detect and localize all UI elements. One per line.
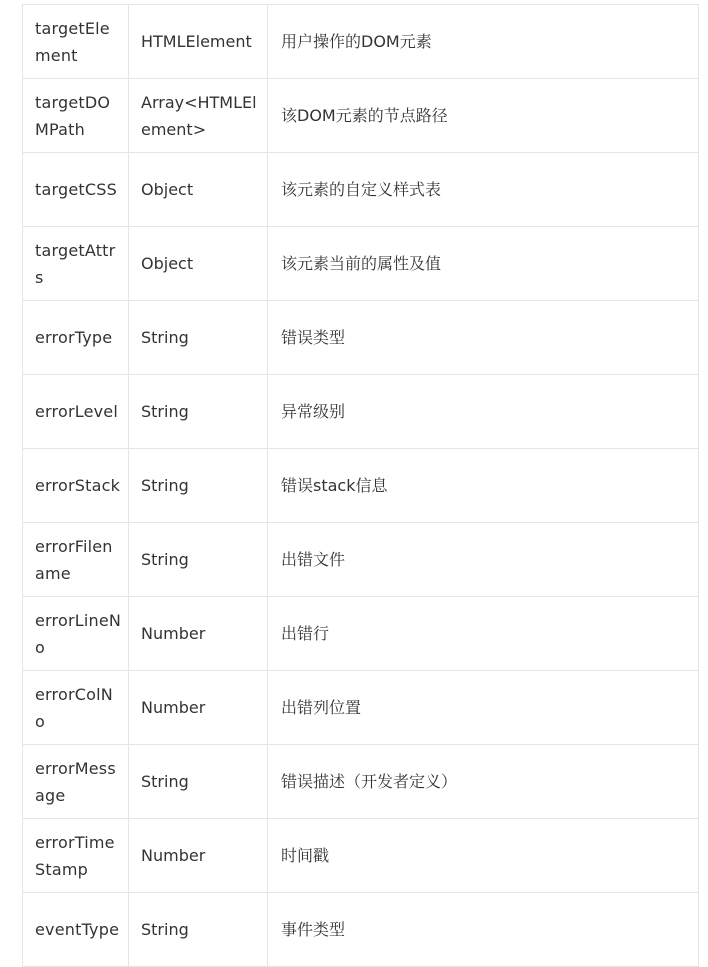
field-type-cell: Object: [129, 227, 268, 301]
field-name-cell: targetCSS: [23, 153, 129, 227]
field-desc-cell: 用户操作的DOM元素: [268, 5, 699, 79]
table-row: [23, 449, 699, 523]
field-name-cell: errorTimeStamp: [23, 819, 129, 893]
table-row: [23, 671, 699, 745]
field-type-cell: String: [129, 301, 268, 375]
field-name-cell: targetElement: [23, 5, 129, 79]
table-row: [23, 375, 699, 449]
field-table-container: [22, 4, 698, 967]
field-desc-cell: 错误类型: [268, 301, 699, 375]
field-type-cell: Array<HTMLElement>: [129, 79, 268, 153]
field-type-cell: String: [129, 523, 268, 597]
field-type-cell: String: [129, 745, 268, 819]
table-row: [23, 79, 699, 153]
field-name-cell: errorColNo: [23, 671, 129, 745]
field-desc-cell: 异常级别: [268, 375, 699, 449]
field-name-cell: eventType: [23, 893, 129, 967]
field-desc-cell: 事件类型: [268, 893, 699, 967]
field-name-cell: errorFilename: [23, 523, 129, 597]
field-type-cell: String: [129, 449, 268, 523]
field-desc-cell: 时间戳: [268, 819, 699, 893]
table-row: [23, 227, 699, 301]
field-desc-cell: 错误stack信息: [268, 449, 699, 523]
field-name-cell: errorType: [23, 301, 129, 375]
field-name-cell: errorMessage: [23, 745, 129, 819]
table-row: [23, 745, 699, 819]
field-desc-cell: 出错文件: [268, 523, 699, 597]
field-desc-cell: 错误描述（开发者定义）: [268, 745, 699, 819]
field-type-cell: String: [129, 375, 268, 449]
table-row: [23, 819, 699, 893]
field-type-cell: Number: [129, 671, 268, 745]
field-type-cell: HTMLElement: [129, 5, 268, 79]
table-row: [23, 523, 699, 597]
table-row: [23, 153, 699, 227]
field-table-body: [23, 5, 699, 967]
field-desc-cell: 该元素的自定义样式表: [268, 153, 699, 227]
field-type-cell: Number: [129, 597, 268, 671]
field-desc-cell: 该DOM元素的节点路径: [268, 79, 699, 153]
field-name-cell: targetAttrs: [23, 227, 129, 301]
table-row: [23, 597, 699, 671]
field-name-cell: errorStack: [23, 449, 129, 523]
field-type-cell: Object: [129, 153, 268, 227]
field-desc-cell: 出错行: [268, 597, 699, 671]
field-desc-cell: 出错列位置: [268, 671, 699, 745]
table-row: [23, 301, 699, 375]
field-type-cell: String: [129, 893, 268, 967]
field-name-cell: errorLineNo: [23, 597, 129, 671]
field-table: [22, 4, 699, 967]
field-name-cell: targetDOMPath: [23, 79, 129, 153]
table-row: [23, 893, 699, 967]
field-name-cell: errorLevel: [23, 375, 129, 449]
field-desc-cell: 该元素当前的属性及值: [268, 227, 699, 301]
table-row: [23, 5, 699, 79]
field-type-cell: Number: [129, 819, 268, 893]
